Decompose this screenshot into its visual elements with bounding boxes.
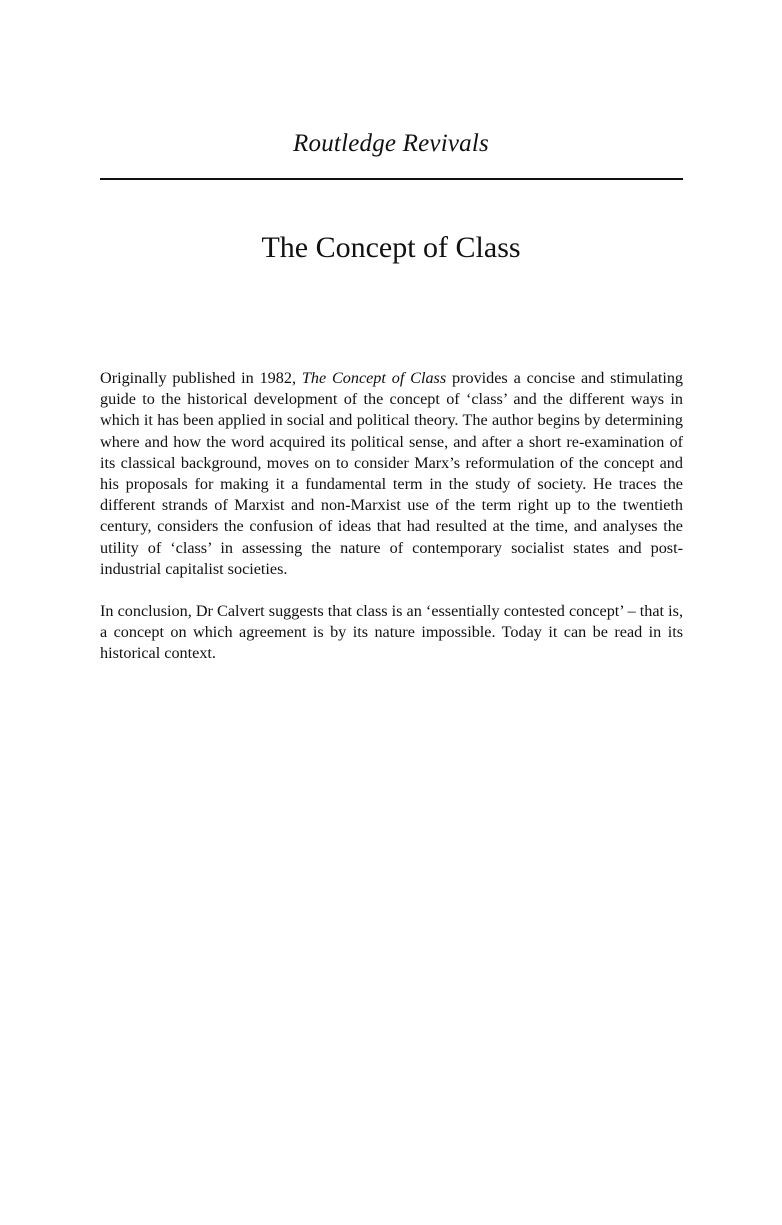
conclusion-paragraph: In conclusion, Dr Calvert suggests that class is an ‘essentially contested concept’ – that is, a concept on which agreement is by its nature impossible. Today it can be read in its historical context. <box>100 602 683 663</box>
description-body-text: provides a concise and stimulating guide to the historical development of the concept of ‘class’ and the different ways in which it has been applied in social and political theory. The author begins by determining where and how the word acquired its political sense, and after a short re-examination of its classical background, moves on to consider Marx’s reformulation of the concept and his proposals for making it a fundamental term in the study of society. He traces the different strands of Marxist and non-Marxist use of the term right up to the twentieth century, considers the confusion of ideas that had resulted at the time, and analyses the utility of ‘class’ in assessing the nature of contemporary socialist states and post-industrial capitalist societies. <box>100 369 684 578</box>
book-description <box>100 368 683 665</box>
description-book-title: The Concept of Class <box>301 369 447 387</box>
book-title: The Concept of Class <box>261 231 521 264</box>
series-title: Routledge Revivals <box>293 130 489 157</box>
header-rule <box>100 178 683 180</box>
description-intro-text: Originally published in 1982, <box>100 369 302 387</box>
description-paragraph <box>100 368 683 580</box>
